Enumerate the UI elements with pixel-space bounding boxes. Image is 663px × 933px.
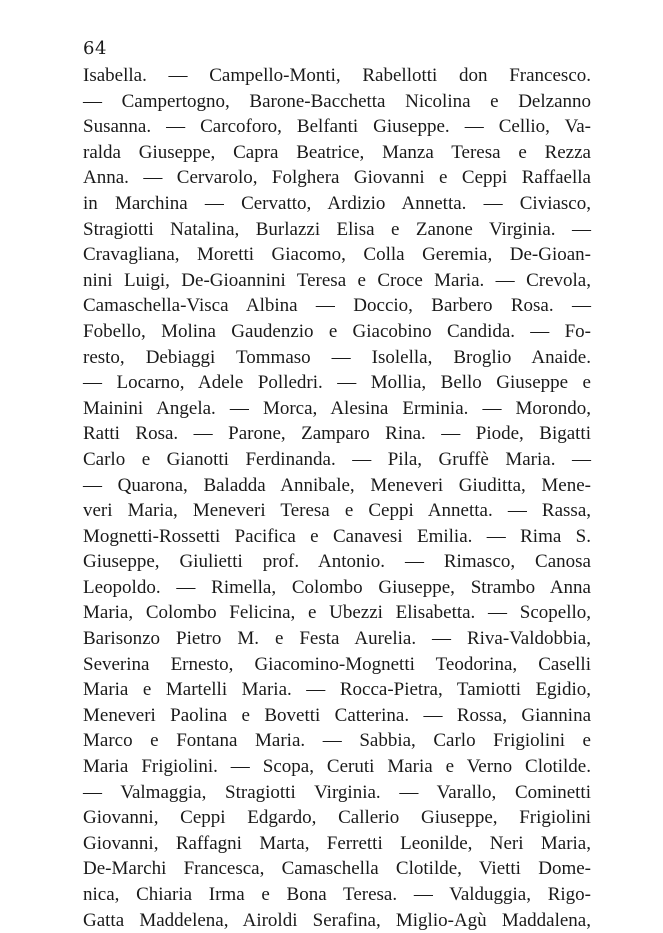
text-line: veri Maria, Meneveri Teresa e Ceppi Annetta. — Rassa, bbox=[83, 500, 591, 522]
text-line: nica, Chiaria Irma e Bona Teresa. — Valduggia, Rigo- bbox=[83, 884, 591, 905]
text-line: Barisonzo Pietro M. e Festa Aurelia. — Riva-Valdobbia, bbox=[83, 628, 591, 650]
page-number: 64 bbox=[83, 38, 107, 59]
text-line: Giuseppe, Giulietti prof. Antonio. — Rimasco, Canosa bbox=[83, 551, 591, 573]
text-line: Marco e Fontana Maria. — Sabbia, Carlo Frigiolini e bbox=[83, 730, 591, 752]
text-line: Ratti Rosa. — Parone, Zamparo Rina. — Piode, Bigatti bbox=[83, 423, 591, 445]
text-line: Meneveri Paolina e Bovetti Catterina. — Rossa, Giannina bbox=[83, 704, 591, 726]
text-line: — Quarona, Baladda Annibale, Meneveri Giuditta, Mene- bbox=[83, 474, 591, 496]
body-text bbox=[83, 63, 591, 933]
text-line: Maria Frigiolini. — Scopa, Ceruti Maria e Verno Clotilde. bbox=[83, 756, 591, 778]
text-line: Cravagliana, Moretti Giacomo, Colla Geremia, De-Gioan- bbox=[83, 244, 591, 266]
text-line: ralda Giuseppe, Capra Beatrice, Manza Teresa e Rezza bbox=[83, 141, 591, 163]
text-line: Fobello, Molina Gaudenzio e Giacobino Candida. — Fo- bbox=[83, 320, 591, 342]
text-line: Giovanni, Raffagni Marta, Ferretti Leonilde, Neri Maria, bbox=[83, 832, 591, 854]
text-line: Isabella. — Campello-Monti, Rabellotti don Francesco. bbox=[83, 65, 591, 86]
text-line: Maria e Martelli Maria. — Rocca-Pietra, Tamiotti Egidio, bbox=[83, 679, 591, 701]
text-line: Maria, Colombo Felicina, e Ubezzi Elisabetta. — Scopello, bbox=[83, 602, 591, 624]
text-line: Gatta Maddelena, Airoldi Serafina, Miglio-Agù Maddalena, bbox=[83, 909, 591, 931]
text-line: Susanna. — Carcoforo, Belfanti Giuseppe. — Cellio, Va- bbox=[83, 116, 591, 138]
text-line: Mognetti-Rossetti Pacifica e Canavesi Emilia. — Rima S. bbox=[83, 525, 591, 547]
text-line: Camaschella-Visca Albina — Doccio, Barbero Rosa. — bbox=[83, 295, 591, 317]
text-line: in Marchina — Cervatto, Ardizio Annetta. — Civiasco, bbox=[83, 192, 591, 214]
text-line: Carlo e Gianotti Ferdinanda. — Pila, Gruffè Maria. — bbox=[83, 448, 591, 470]
text-line: — Locarno, Adele Polledri. — Mollia, Bello Giuseppe e bbox=[83, 372, 591, 394]
text-line: nini Luigi, De-Gioannini Teresa e Croce Maria. — Crevola, bbox=[83, 269, 591, 291]
text-line: Stragiotti Natalina, Burlazzi Elisa e Zanone Virginia. — bbox=[83, 218, 591, 240]
text-line: Anna. — Cervarolo, Folghera Giovanni e Ceppi Raffaella bbox=[83, 167, 591, 189]
text-line: — Campertogno, Barone-Bacchetta Nicolina e Delzanno bbox=[83, 90, 591, 112]
text-line: — Valmaggia, Stragiotti Virginia. — Varallo, Cominetti bbox=[83, 781, 591, 803]
text-line: Mainini Angela. — Morca, Alesina Erminia. — Morondo, bbox=[83, 397, 591, 419]
text-line: resto, Debiaggi Tommaso — Isolella, Broglio Anaide. bbox=[83, 346, 591, 368]
text-line: Severina Ernesto, Giacomino-Mognetti Teodorina, Caselli bbox=[83, 653, 591, 675]
text-line: De-Marchi Francesca, Camaschella Clotilde, Vietti Dome- bbox=[83, 858, 591, 880]
text-line: Leopoldo. — Rimella, Colombo Giuseppe, Strambo Anna bbox=[83, 576, 591, 598]
text-line: Giovanni, Ceppi Edgardo, Callerio Giuseppe, Frigiolini bbox=[83, 807, 591, 829]
